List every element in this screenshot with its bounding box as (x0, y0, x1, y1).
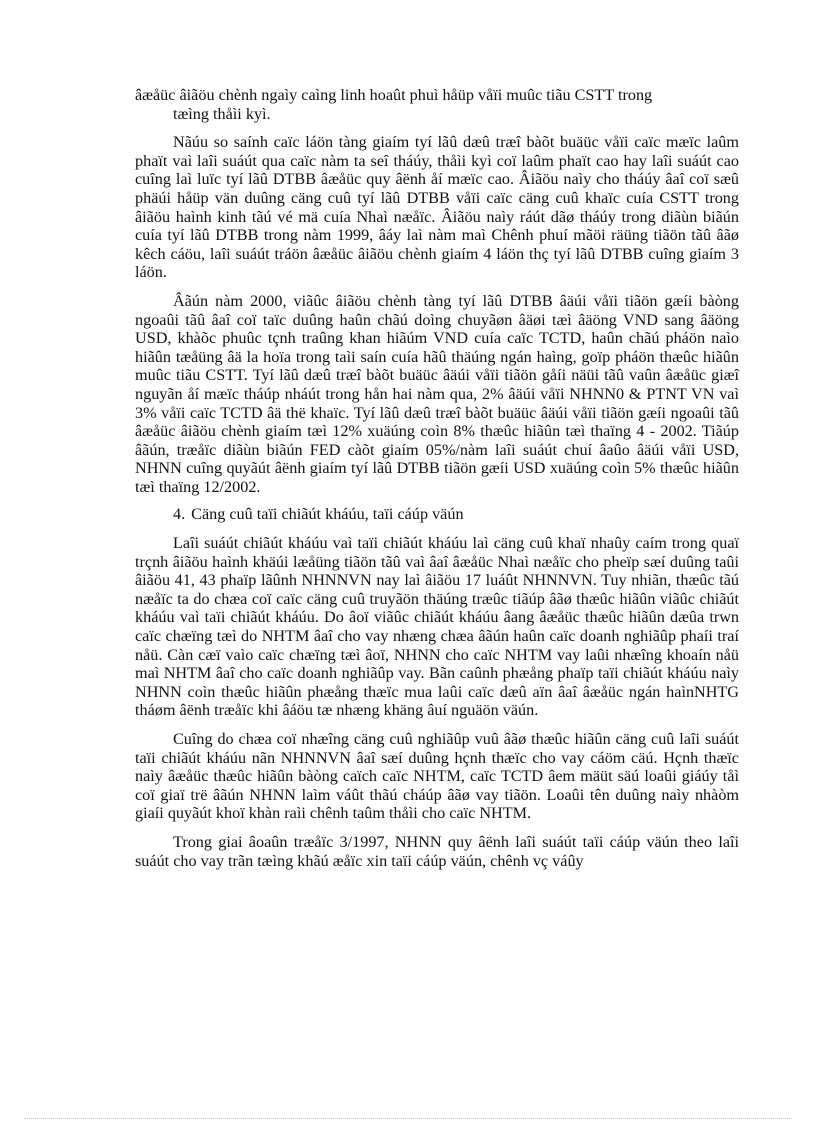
paragraph-line: tæìng thåìi kyì. (173, 104, 271, 123)
page-bottom-divider (24, 1118, 792, 1119)
paragraph-before-1997: Trong giai âoaûn træåïc 3/1997, NHNN quy âënh laîi suáút taïi cáúp väún theo laîi suáút cho vay trãn tæìng khãú æåïc xin taïi cáúp väún, chênh vç váûy (135, 832, 739, 870)
paragraph-pledge-lending: Cuîng do chæa coï nhæîng cäng cuû nghiãûp vuû âãø thæûc hiãûn cäng cuû laîi suáút taïi chiãút kháúu nãn NHNNVN âaî sæí duûng hçnh thæïc cho vay cáöm cäú. Hçnh thæïc naìy âæåüc thæûc hiãûn bàòng caïch caïc NHTM, caïc TCTD âem mäüt säú loaûi giáúy tåì coï giaï trë âãún NHNN laìm váût thãú cháúp âãø vay tiãön. Loaûi tên duûng naìy nhàòm giaíi quyãút khoï khàn raìi chênh taûm thåìi cho caïc NHTM. (135, 730, 739, 823)
section-number: 4. (173, 505, 186, 524)
section-title: Cäng cuû taïi chiãút kháúu, taïi cáúp väún (191, 505, 464, 524)
paragraph-year-2000: Âãún nàm 2000, viãûc âiãöu chènh tàng tyí lãû DTBB âäúi våïi tiãön gæíi bàòng ngoaûi tãû âaî coï taïc duûng haûn chãú doìng chuyãøn âäøi tæì âäöng VND sang âäöng USD, khàõc phuûc tçnh traûng khan hiãúm VND cuía caïc TCTD, haûn chãú pháön naìo hiãûn tæåüng âä la hoïa trong taìi saín cuía hãû thäúng ngán haìng, goïp pháön thæûc hiãûn muûc tiãu CSTT. Tyí lãû dæû træî bàõt buäüc âäúi våïi tiãön gåíi näüi tãû vaûn âæåüc giæî nguyãn åí mæïc tháúp nháút trong hån hai nàm qua, 2% âäúi våïi NHNN0 & PTNT VN vaì 3% våïi caïc TCTD âä thë khaïc. Tyí lãû dæû træî bàõt buäüc âäúi våïi tiãön gæíi ngoaûi tãû âæåüc âiãöu chènh giaím tæì 12% xuäúng coìn 8% thæûc hiãûn tæì thaïng 4 - 2002. Tiãúp âãún, træåïc diãùn biãún FED càõt giaím 05%/nàm laîi suáút chuí âaûo âäúi våïi USD, NHNN cuîng quyãút âënh giaím tyí lãû DTBB tiãön gæíi USD xuäúng coìn 5% thæûc hiãûn tæì thaïng 12/2002. (135, 291, 739, 496)
document-body (135, 86, 739, 870)
section-heading (135, 505, 739, 524)
paragraph-line: âæåüc âiãöu chènh ngaìy caìng linh hoaût phuì håüp våïi muûc tiãu CSTT trong (135, 86, 653, 104)
paragraph-reserve-ratio-comparison: Nãúu so saính caïc láön tàng giaím tyí lãû dæû træî bàõt buäüc våïi caïc mæïc laûm phaït vaì laîi suáút qua caïc nàm ta seî tháúy, thåìi kyì coï laûm phaït cao hay laîi suáút cao cuîng laì luïc tyí lãû DTBB âæåüc quy âënh åí mæïc cao. Âiãöu naìy cho tháúy âaî coï sæû phäúi håüp vän duûng cäng cuû tyí lãû DTBB våïi caïc cäng cuû khaïc cuía CSTT trong âiãöu haình kinh tãú vé mä cuía Nhaì næåïc. Âiãöu naìy ráút dãø tháúy trong diãùn biãún cuía tyí lãû DTBB trong nàm 1999, âáy laì nàm maì Chênh phuí mãöi räüng tiãön tãû âãø kêch cáöu, laîi suáút tráön âæåüc âiãöu chènh giaím 4 láön thç tyí lãû DTBB cuîng giaím 3 láön. (135, 133, 739, 282)
paragraph-continued (135, 86, 739, 123)
paragraph-discount-rate: Laîi suáút chiãút kháúu vaì taïi chiãút kháúu laì cäng cuû khaï nhaûy caím trong quaï trçnh âiãöu haình khäúi læåüng tiãön tãû vaì âaî âæåüc Nhaì næåïc cho pheïp sæí duûng taûi âiãöu 41, 43 phaïp lãûnh NHNNVN nay laì âiãöu 17 luáût NHNNVN. Tuy nhiãn, thæûc tãú næåïc ta do chæa coï caïc cäng cuû truyãön thäúng træûc tiãúp âãø thæûc hiãûn viãûc chiãút kháúu vaì taïi chiãút kháúu. Do âoï viãûc chiãút kháúu âang âæåüc thæûc hiãûn dæûa trwn caïc chæïng tæì do NHTM âaî cho vay nhæng chæa âãún haûn caïc doanh nghiãûp phaíi traí nåü. Càn cæï vaìo caïc chæïng tæì âoï, NHNN cho caïc NHTM vay laûi nhæîng khoaín nåü maì NHTM âaî cho caïc doanh nghiãûp vay. Bãn caûnh phæång phaïp taïi chiãút kháúu naìy NHNN coìn thæûc hiãûn phæång thæïc mua laûi caïc dæû aïn âaî âæåüc ngán haìnNHTG tháøm âënh træåïc khi âáöu tæ nhæng khäng âuí nguäön väún. (135, 534, 739, 720)
